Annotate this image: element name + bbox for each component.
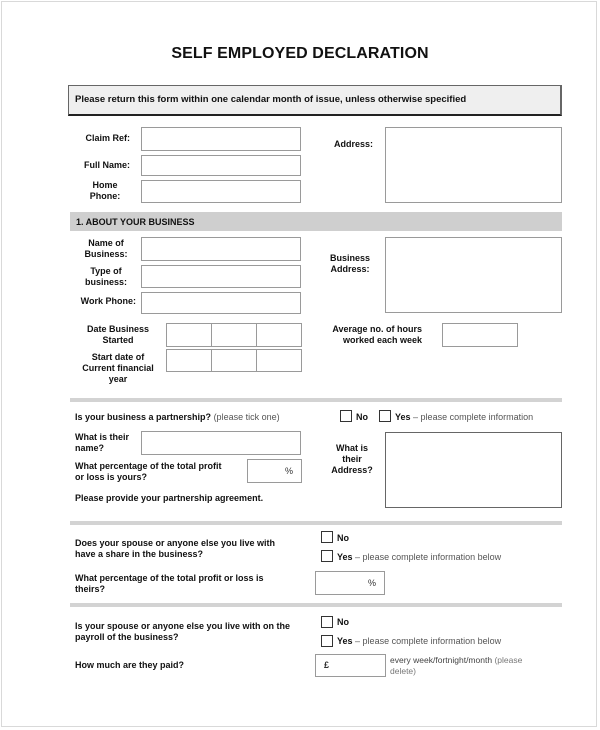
partner-address-label: [326, 443, 378, 476]
section-header-about-business: 1. ABOUT YOUR BUSINESS: [70, 212, 562, 231]
date-started-month-field[interactable]: [211, 323, 257, 347]
percent-symbol: %: [367, 578, 376, 588]
section-divider: [70, 521, 562, 525]
business-address-label-line1: Business: [329, 253, 371, 263]
pay-frequency-hint: (please: [494, 655, 523, 665]
type-of-business-label: [78, 266, 134, 288]
work-phone-field[interactable]: [141, 292, 301, 314]
work-phone-label: Work Phone:: [80, 296, 136, 306]
spouse-share-no-label: No: [337, 533, 349, 543]
partner-pct-label: [75, 461, 222, 483]
partnership-yes-checkbox[interactable]: [379, 410, 391, 422]
partnership-no-label: No: [356, 412, 368, 422]
name-of-business-label-line1: Name of: [88, 238, 124, 248]
partner-address-field[interactable]: [385, 432, 562, 508]
avg-hours-label: [305, 324, 422, 346]
paid-amount-field[interactable]: [315, 654, 386, 677]
partner-name-label-line1: What is their: [75, 432, 130, 442]
type-of-business-label-line2: business:: [84, 277, 127, 287]
claim-ref-field[interactable]: [141, 127, 301, 151]
date-started-label-line2: Started: [102, 335, 134, 345]
spouse-payroll-question-line2: payroll of the business?: [75, 632, 179, 642]
home-phone-field[interactable]: [141, 180, 301, 203]
fy-start-day-field[interactable]: [166, 349, 212, 372]
date-started-day-field[interactable]: [166, 323, 212, 347]
full-name-field[interactable]: [141, 155, 301, 176]
date-started-label-line1: Date Business: [86, 324, 150, 334]
partner-address-label-line1: What is: [335, 443, 368, 453]
fy-start-month-field[interactable]: [211, 349, 257, 372]
avg-hours-label-line1: Average no. of hours: [332, 324, 422, 334]
spouse-payroll-yes-checkbox[interactable]: [321, 635, 333, 647]
spouse-share-yes-label: Yes – please complete information below: [337, 552, 502, 562]
partner-address-label-line3: Address?: [331, 465, 373, 475]
spouse-share-question-line2: have a share in the business?: [75, 549, 204, 559]
partnership-yes-label: Yes – please complete information: [395, 412, 534, 422]
pay-frequency-note: [390, 655, 550, 677]
partnership-question-text: Is your business a partnership?: [75, 412, 212, 422]
spouse-pct-field[interactable]: [315, 571, 385, 595]
partner-name-label-line2: name?: [75, 443, 105, 453]
fy-start-label-line1: Start date of: [91, 352, 145, 362]
spouse-payroll-question-line1: Is your spouse or anyone else you live with on the: [75, 621, 291, 631]
partnership-hint: (please tick one): [213, 412, 280, 422]
spouse-share-no-checkbox[interactable]: [321, 531, 333, 543]
fy-start-year-field[interactable]: [256, 349, 302, 372]
partnership-agreement-note: Please provide your partnership agreement.: [75, 493, 264, 503]
full-name-label: Full Name:: [83, 160, 130, 170]
claim-ref-label: Claim Ref:: [85, 133, 130, 143]
spouse-share-question: [75, 538, 275, 560]
business-address-label-line2: Address:: [330, 264, 370, 274]
partner-pct-label-line1: What percentage of the total profit: [75, 461, 222, 471]
spouse-pct-label: [75, 573, 264, 595]
address-label: Address:: [333, 139, 373, 149]
fy-start-label: [75, 352, 161, 385]
partner-pct-field[interactable]: [247, 459, 302, 483]
spouse-share-question-line1: Does your spouse or anyone else you live with: [75, 538, 276, 548]
partner-pct-label-line2: or loss is yours?: [75, 472, 148, 482]
home-phone-label-line2: Phone:: [89, 191, 121, 201]
name-of-business-label-line2: Business:: [84, 249, 128, 259]
avg-hours-label-line2: worked each week: [342, 335, 422, 345]
paid-amount-label: How much are they paid?: [75, 660, 185, 670]
return-notice: Please return this form within one calendar month of issue, unless otherwise specified: [68, 85, 562, 116]
partner-name-label: [75, 432, 129, 454]
partnership-no-checkbox[interactable]: [340, 410, 352, 422]
avg-hours-field[interactable]: [442, 323, 518, 347]
spouse-payroll-question: [75, 621, 290, 643]
section-divider: [70, 603, 562, 607]
type-of-business-label-line1: Type of: [90, 266, 122, 276]
pay-frequency-hint-cont: delete): [390, 666, 416, 676]
date-business-started-label: [80, 324, 156, 346]
address-field[interactable]: [385, 127, 562, 203]
name-of-business-label: [78, 238, 134, 260]
home-phone-label: [80, 180, 130, 202]
business-address-label: [326, 253, 374, 275]
business-name-field[interactable]: [141, 237, 301, 261]
spouse-pct-label-line1: What percentage of the total profit or loss is: [75, 573, 264, 583]
partner-address-label-line2: their: [342, 454, 362, 464]
pound-symbol: £: [324, 660, 330, 670]
business-type-field[interactable]: [141, 265, 301, 288]
spouse-share-yes-checkbox[interactable]: [321, 550, 333, 562]
spouse-payroll-no-label: No: [337, 617, 349, 627]
pay-frequency-text: every week/fortnight/month: [390, 655, 493, 665]
fy-start-label-line3: year: [108, 374, 128, 384]
partner-name-field[interactable]: [141, 431, 301, 455]
fy-start-label-line2: Current financial: [82, 363, 154, 373]
spouse-pct-label-line2: theirs?: [75, 584, 106, 594]
partnership-question: [75, 412, 280, 423]
spouse-payroll-yes-label: Yes – please complete information below: [337, 636, 502, 646]
business-address-field[interactable]: [385, 237, 562, 313]
home-phone-label-line1: Home: [92, 180, 118, 190]
spouse-payroll-no-checkbox[interactable]: [321, 616, 333, 628]
date-started-year-field[interactable]: [256, 323, 302, 347]
document-title: SELF EMPLOYED DECLARATION: [171, 45, 429, 62]
section-divider: [70, 398, 562, 402]
percent-symbol: %: [284, 466, 293, 476]
